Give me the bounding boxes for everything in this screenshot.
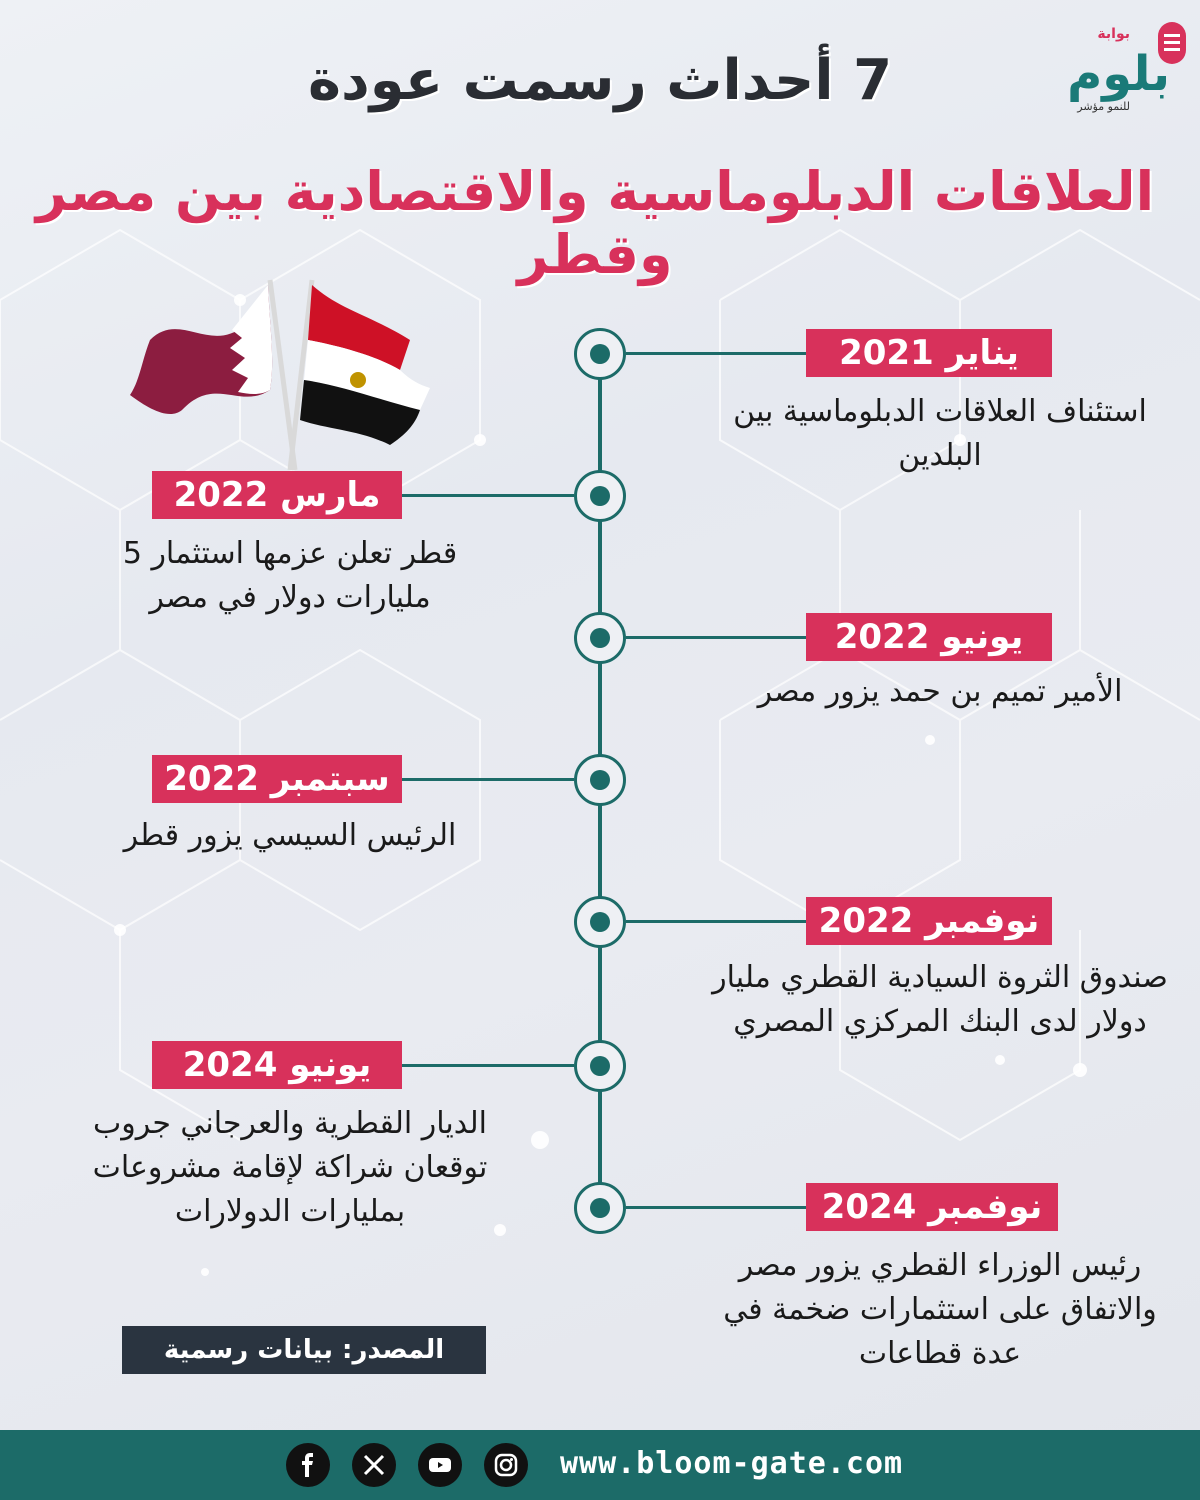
page-subtitle: العلاقات الدبلوماسية والاقتصادية بين مصر وقطر xyxy=(35,160,1155,286)
event-description: الأمير تميم بن حمد يزور مصر xyxy=(757,674,1123,709)
logo-top-text: بوابة xyxy=(1097,26,1130,42)
event-description: الرئيس السيسي يزور قطر xyxy=(123,818,457,853)
event-date: مارس 2022 xyxy=(152,471,402,519)
timeline-connector xyxy=(626,920,806,923)
timeline-connector xyxy=(400,778,574,781)
event-description: قطر تعلن عزمها استثمار 5 مليارات دولار في مصر xyxy=(122,536,458,615)
event-date: نوفمبر 2024 xyxy=(806,1183,1058,1231)
event-date: سبتمبر 2022 xyxy=(152,755,402,803)
youtube-icon[interactable] xyxy=(418,1443,462,1487)
brand-logo[interactable] xyxy=(1015,20,1190,120)
event-date: يونيو 2024 xyxy=(152,1041,402,1089)
event-description: صندوق الثروة السيادية القطري مليار دولار لدى البنك المركزي المصري xyxy=(712,960,1168,1039)
logo-tagline: للنمو مؤشر xyxy=(1077,100,1130,113)
flags-illustration xyxy=(120,270,450,480)
timeline-node xyxy=(574,470,626,522)
timeline-node xyxy=(574,328,626,380)
page-title: 7 أحداث رسمت عودة xyxy=(307,48,893,113)
source-label: المصدر: بيانات رسمية xyxy=(122,1326,486,1374)
timeline-connector xyxy=(400,1064,574,1067)
website-link[interactable]: www.bloom-gate.com xyxy=(560,1446,904,1481)
timeline-node xyxy=(574,612,626,664)
x-icon[interactable] xyxy=(352,1443,396,1487)
timeline-connector xyxy=(626,1206,806,1209)
instagram-icon[interactable] xyxy=(484,1443,528,1487)
egypt-flag xyxy=(290,280,430,470)
event-date: يناير 2021 xyxy=(806,329,1052,377)
timeline-node xyxy=(574,754,626,806)
event-description: رئيس الوزراء القطري يزور مصر والاتفاق على استثمارات ضخمة في عدة قطاعات xyxy=(723,1248,1157,1371)
timeline-node xyxy=(574,1040,626,1092)
logo-main-text: بلوم xyxy=(1067,46,1170,102)
event-description: استئناف العلاقات الدبلوماسية بين البلدين xyxy=(733,394,1147,473)
timeline-node xyxy=(574,896,626,948)
timeline-connector xyxy=(626,636,806,639)
timeline-node xyxy=(574,1182,626,1234)
timeline-connector xyxy=(400,494,574,497)
facebook-icon[interactable] xyxy=(286,1443,330,1487)
event-date: يونيو 2022 xyxy=(806,613,1052,661)
footer xyxy=(0,1430,1200,1500)
qatar-flag xyxy=(130,280,295,470)
event-description: الديار القطرية والعرجاني جروب توقعان شراكة لإقامة مشروعات بمليارات الدولارات xyxy=(92,1106,488,1229)
event-date: نوفمبر 2022 xyxy=(806,897,1052,945)
timeline-connector xyxy=(626,352,806,355)
